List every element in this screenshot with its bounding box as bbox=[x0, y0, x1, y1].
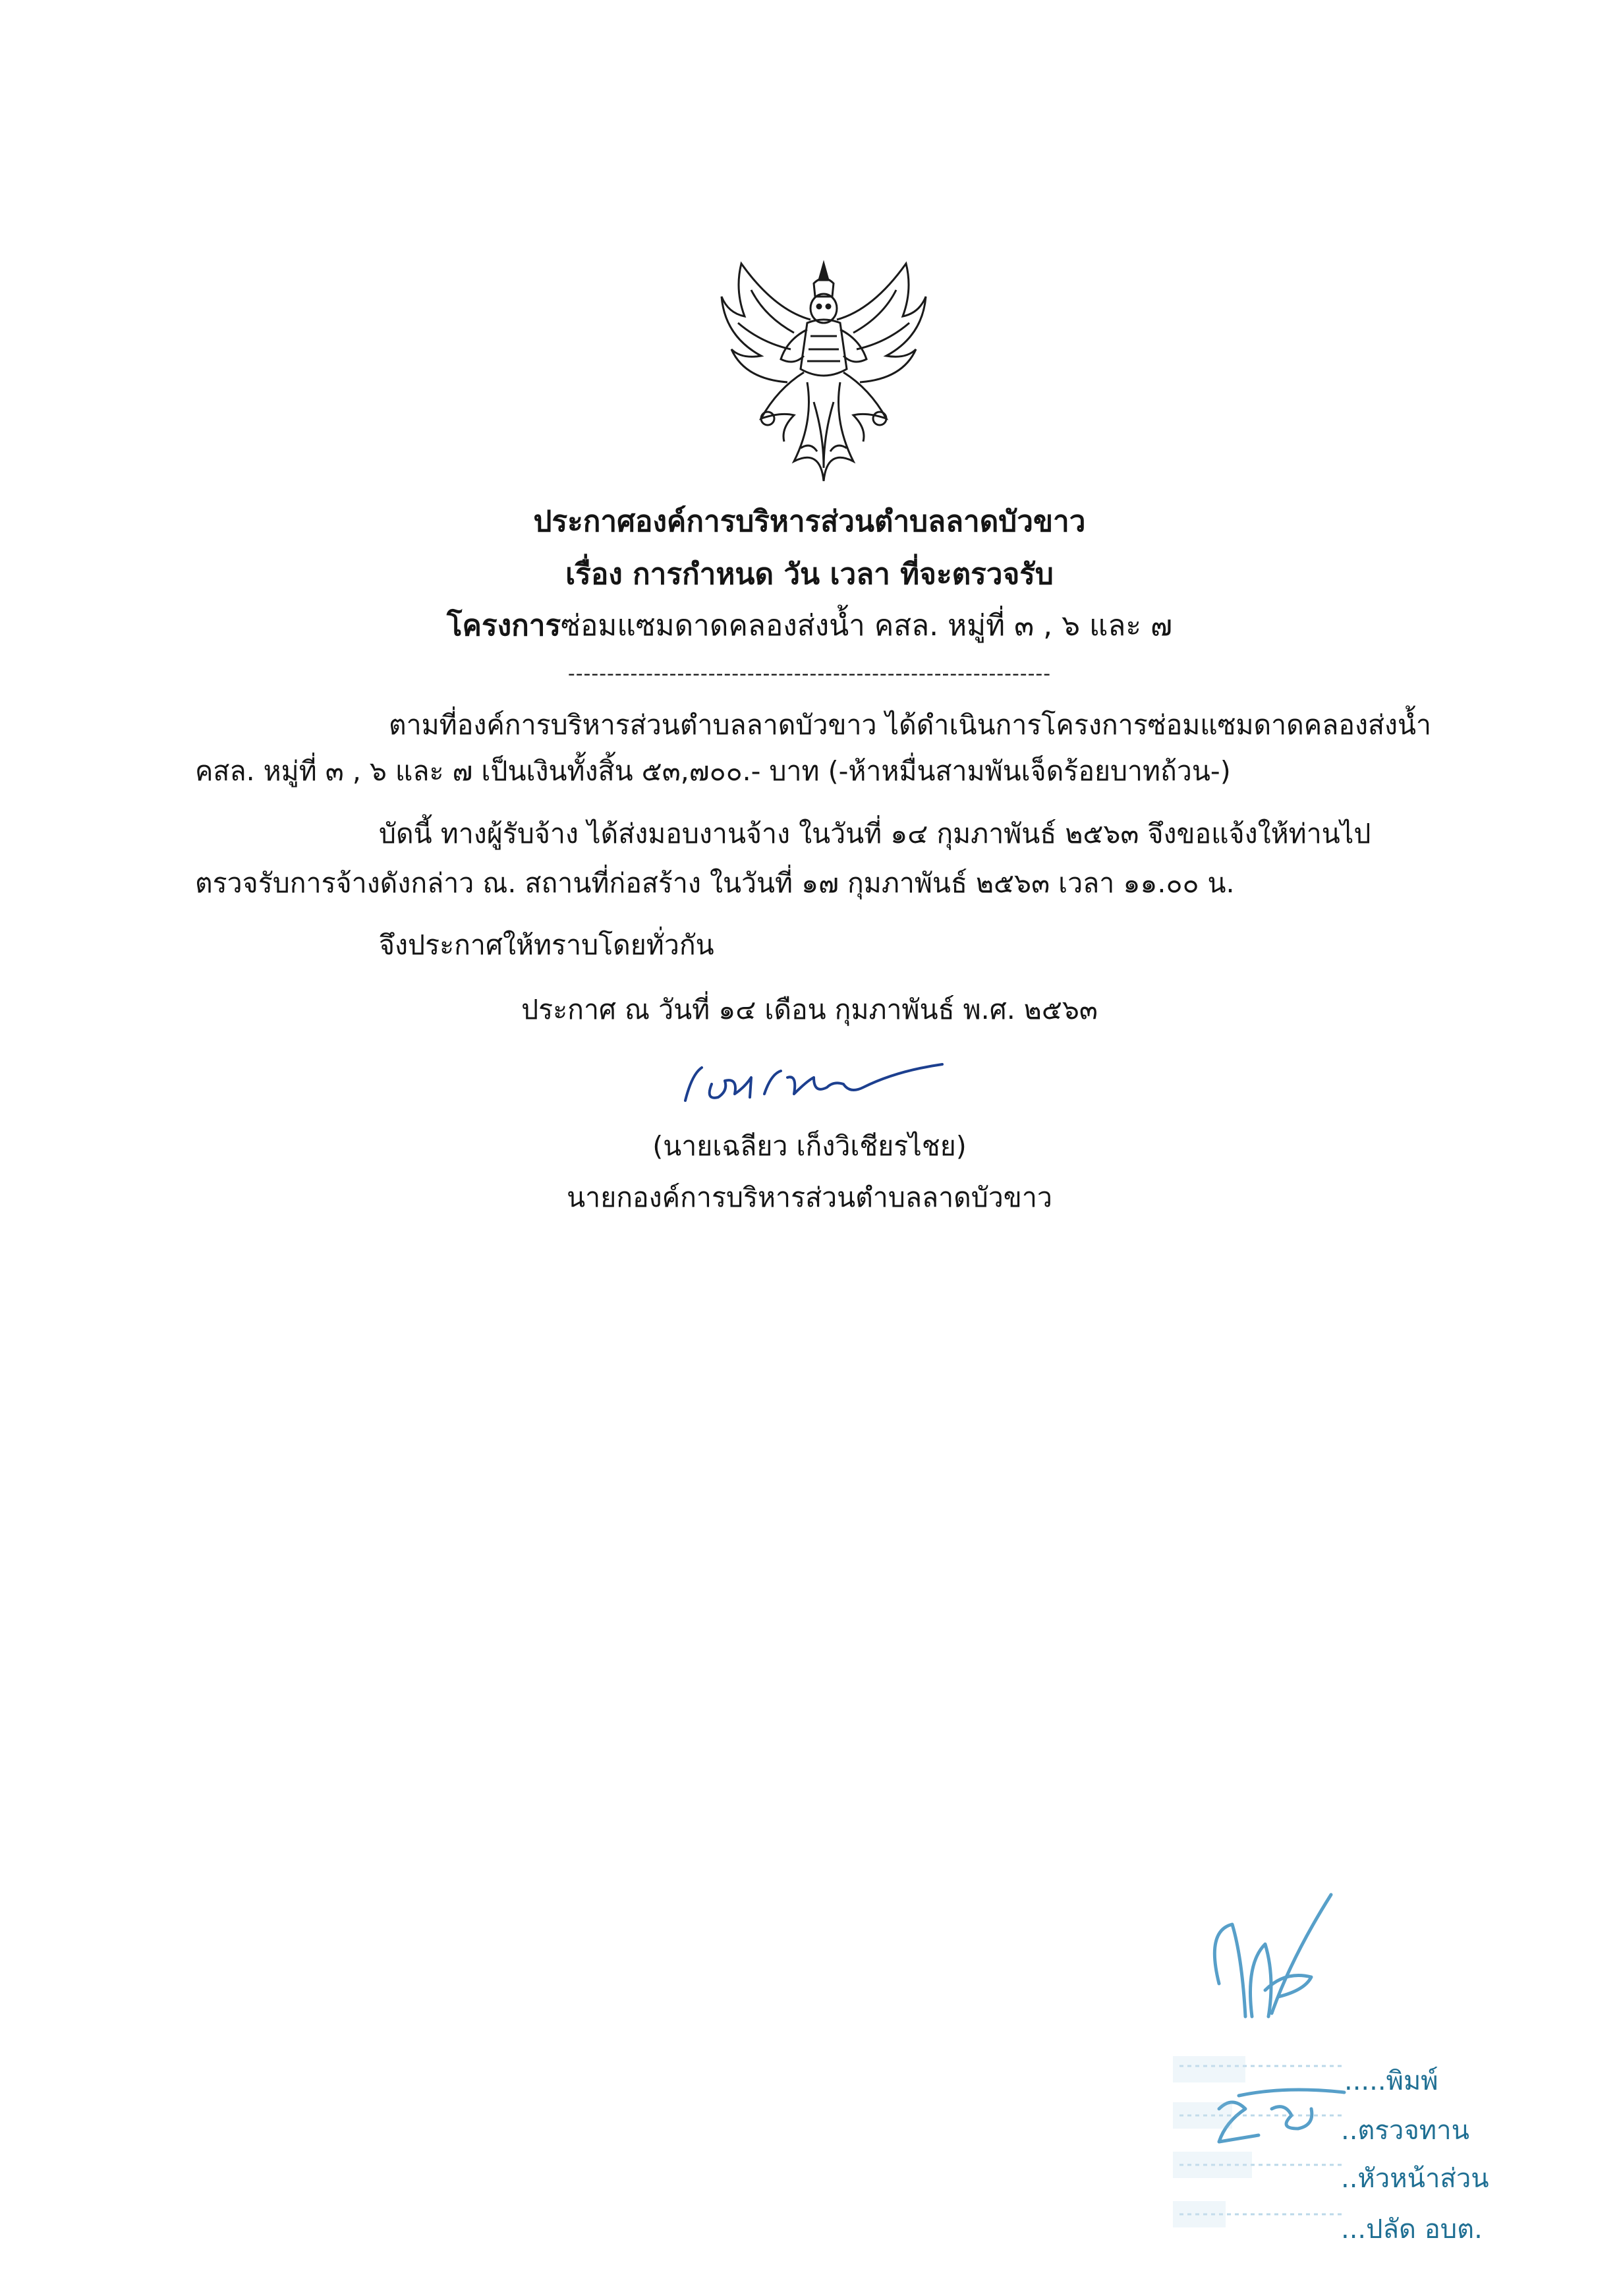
stamp-row-section-head: ..หัวหน้าส่วน bbox=[1341, 2164, 1489, 2194]
closing-statement: จึงประกาศให้ทราบโดยทั่วกัน bbox=[379, 929, 714, 961]
announcement-date: ประกาศ ณ วันที่ ๑๔ เดือน กุมภาพันธ์ พ.ศ. ๒๕๖๓ bbox=[521, 994, 1098, 1025]
separator-line: -------------------------------------------------------------- bbox=[567, 662, 1052, 685]
paragraph-2-line-1: บัดนี้ ทางผู้รับจ้าง ได้ส่งมอบงานจ้าง ในวันที่ ๑๔ กุมภาพันธ์ ๒๕๖๓ จึงขอแจ้งให้ท่านไป bbox=[379, 818, 1371, 849]
handwritten-signature-icon bbox=[666, 1048, 955, 1120]
signer-position: นายกองค์การบริหารส่วนตำบลลาดบัวขาว bbox=[567, 1182, 1052, 1213]
paragraph-2-line-2: ตรวจรับการจ้างดังกล่าว ณ. สถานที่ก่อสร้าง ในวันที่ ๑๗ กุมภาพันธ์ ๒๕๖๓ เวลา ๑๑.๐๐ น. bbox=[195, 867, 1235, 899]
stamp-row-chief-officer: ...ปลัด อบต. bbox=[1341, 2214, 1483, 2245]
garuda-emblem-icon bbox=[715, 250, 932, 488]
stamp-row-print: .....พิมพ์ bbox=[1344, 2066, 1438, 2096]
announcement-subject: เรื่อง การกำหนด วัน เวลา ที่จะตรวจรับ bbox=[565, 558, 1054, 591]
announcement-title: ประกาศองค์การบริหารส่วนตำบลลาดบัวขาว bbox=[533, 505, 1086, 538]
paragraph-1-line-1: ตามที่องค์การบริหารส่วนตำบลลาดบัวขาว ได้ดำเนินการโครงการซ่อมแซมดาดคลองส่งน้ำ bbox=[389, 709, 1432, 741]
project-name bbox=[0, 609, 1619, 643]
signer-name: (นายเฉลียว เก็งวิเชียรไชย) bbox=[652, 1130, 967, 1162]
project-label: โครงการ bbox=[446, 609, 561, 643]
paragraph-1-line-2: คสล. หมู่ที่ ๓ , ๖ และ ๗ เป็นเงินทั้งสิ้น ๕๓,๗๐๐.- บาท (-ห้าหมื่นสามพันเจ็ดร้อยบาทถ้วน-) bbox=[195, 755, 1231, 787]
approval-stamp-icon bbox=[1153, 1891, 1522, 2260]
stamp-row-proofread: ..ตรวจทาน bbox=[1341, 2115, 1469, 2146]
project-description: ซ่อมแซมดาดคลองส่งน้ำ คสล. หมู่ที่ ๓ , ๖ และ ๗ bbox=[561, 609, 1173, 643]
